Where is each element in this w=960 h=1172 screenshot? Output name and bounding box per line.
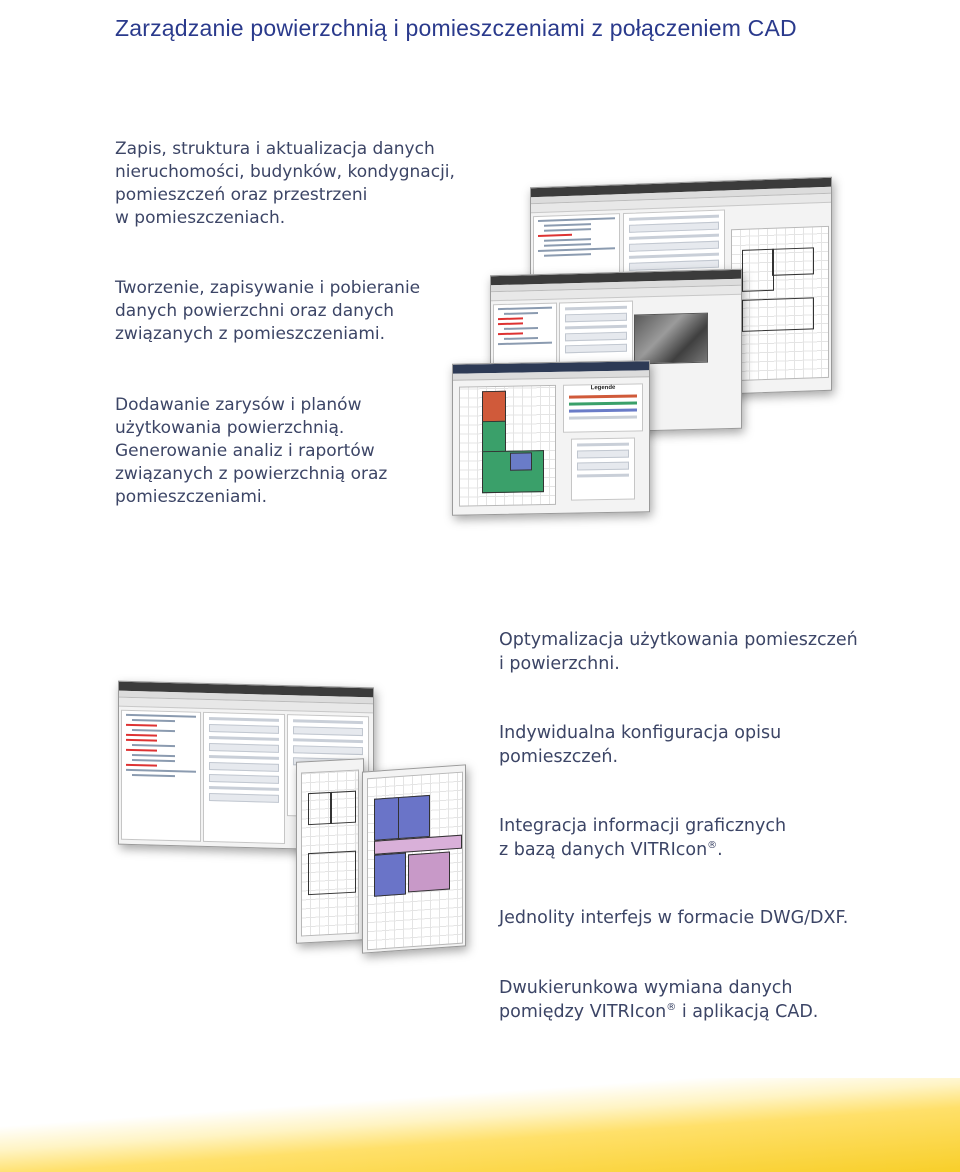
feature-paragraph-5: Dwukierunkowa wymiana danych pomiędzy VITRIcon® i aplikacją CAD. (499, 978, 819, 1022)
screenshot-window-plan (296, 758, 364, 944)
yellow-footer-stripe (0, 1078, 960, 1172)
intro-paragraph-2: Tworzenie, zapisywanie i pobieranie danych powierzchni oraz danych związanych z pomieszczeniami. (115, 278, 421, 344)
screenshot-window-colored-plan (362, 764, 466, 953)
feature-paragraph-3: Integracja informacji graficznych z bazą danych VITRIcon®. (499, 816, 787, 860)
feature-paragraph-4: Jednolity interfejs w formacie DWG/DXF. (499, 908, 849, 928)
screenshot-window-front (452, 360, 650, 515)
intro-paragraph-1: Zapis, struktura i aktualizacja danych nieruchomości, budynków, kondygnacji, pomieszczeń oraz przestrzeni w pomieszczeniach. (115, 139, 455, 228)
legend-title: Legende (590, 384, 616, 392)
page-title: Zarządzanie powierzchnią i pomieszczeniami z połączeniem CAD (115, 15, 797, 42)
feature-paragraph-1: Optymalizacja użytkowania pomieszczeń i powierzchni. (499, 630, 858, 674)
intro-paragraph-3: Dodawanie zarysów i planów użytkowania powierzchnią. Generowanie analiz i raportów związanych z powierzchnią oraz pomieszczeniami. (115, 395, 388, 507)
feature-paragraph-2: Indywidualna konfiguracja opisu pomieszczeń. (499, 723, 782, 767)
